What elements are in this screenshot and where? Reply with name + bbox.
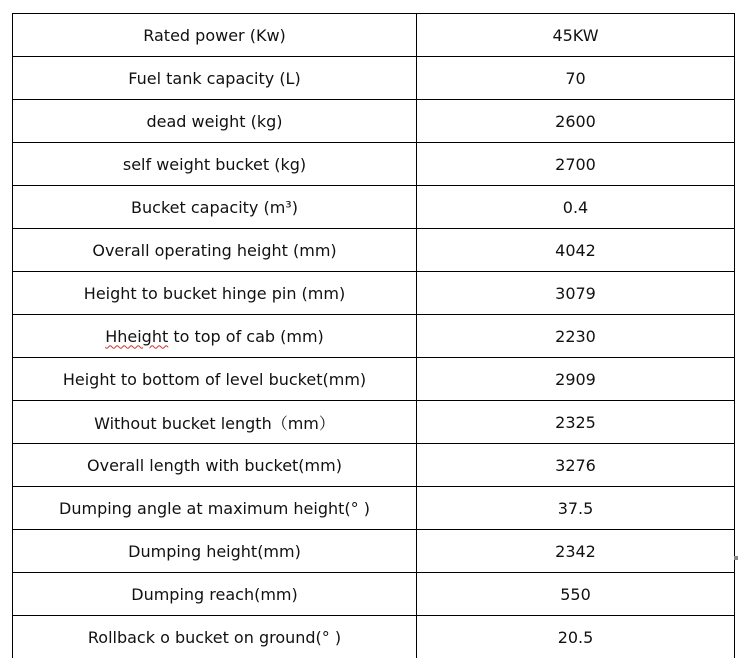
spec-value: 2909 — [417, 358, 735, 401]
spec-label: Dumping angle at maximum height(° ) — [13, 487, 417, 530]
spec-label: Dumping reach(mm) — [13, 573, 417, 616]
spec-label: dead weight (kg) — [13, 100, 417, 143]
table-row — [13, 401, 735, 444]
spec-value: 550 — [417, 573, 735, 616]
spec-value: 70 — [417, 57, 735, 100]
table-row — [13, 57, 735, 100]
spec-label: Rated power (Kw) — [13, 14, 417, 57]
spec-label: Fuel tank capacity (L) — [13, 57, 417, 100]
spec-label: Height to bottom of level bucket(mm) — [13, 358, 417, 401]
table-row — [13, 358, 735, 401]
spec-value: 45KW — [417, 14, 735, 57]
spec-value: 3079 — [417, 272, 735, 315]
spec-label-rest: to top of cab (mm) — [168, 326, 324, 346]
table-row — [13, 616, 735, 659]
spec-label: Dumping height(mm) — [13, 530, 417, 573]
spec-label — [13, 315, 417, 358]
spec-value: 20.5 — [417, 616, 735, 659]
spec-value: 3276 — [417, 444, 735, 487]
spec-value: 0.4 — [417, 186, 735, 229]
table-row — [13, 444, 735, 487]
spec-label: Rollback o bucket on ground(° ) — [13, 616, 417, 659]
spec-label: self weight bucket (kg) — [13, 143, 417, 186]
spec-value: 2700 — [417, 143, 735, 186]
spec-value: 2600 — [417, 100, 735, 143]
table-row — [13, 315, 735, 358]
spec-value: 2342 — [417, 530, 735, 573]
specifications-table — [12, 13, 735, 658]
spec-label: Overall length with bucket(mm) — [13, 444, 417, 487]
spec-value: 37.5 — [417, 487, 735, 530]
spec-label: Bucket capacity (m³) — [13, 186, 417, 229]
spec-value: 2230 — [417, 315, 735, 358]
spec-label: Height to bucket hinge pin (mm) — [13, 272, 417, 315]
table-row — [13, 229, 735, 272]
spec-value: 2325 — [417, 401, 735, 444]
table-row — [13, 487, 735, 530]
misspelled-word: Hheight — [105, 326, 169, 346]
spec-label: Without bucket length（mm） — [13, 401, 417, 444]
table-row — [13, 186, 735, 229]
table-row — [13, 272, 735, 315]
edge-marker — [734, 556, 738, 560]
table-row — [13, 14, 735, 57]
table-row — [13, 143, 735, 186]
table-row — [13, 100, 735, 143]
spec-label: Overall operating height (mm) — [13, 229, 417, 272]
table-row — [13, 573, 735, 616]
table-row — [13, 530, 735, 573]
spec-value: 4042 — [417, 229, 735, 272]
